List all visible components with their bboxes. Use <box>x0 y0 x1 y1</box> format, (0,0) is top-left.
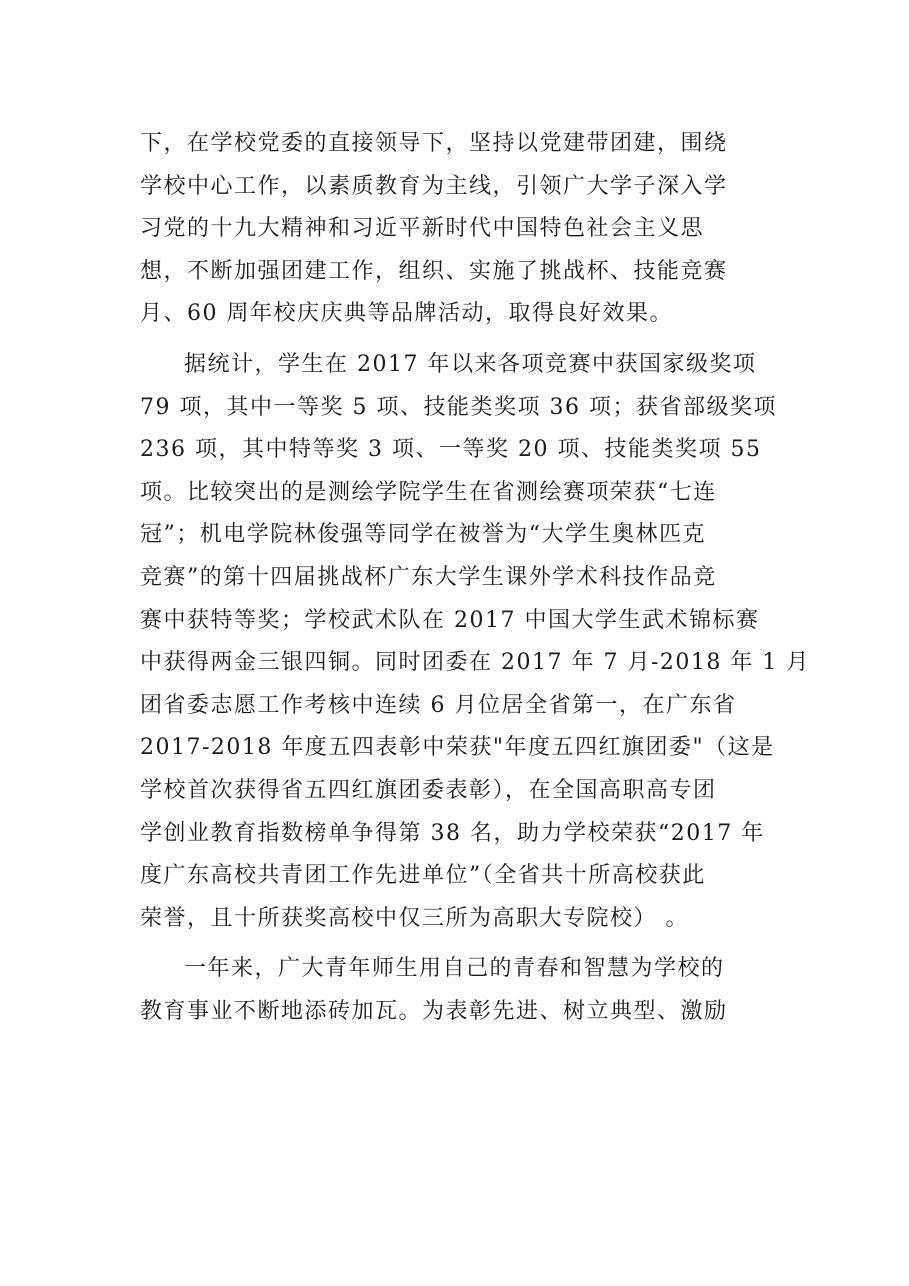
paragraph-spacer <box>140 336 780 344</box>
text-line: 学校首次获得省五四红旗团委表彰），在全国高职高专团 <box>140 777 717 803</box>
paragraph <box>140 948 780 1033</box>
text-line: 冠”；机电学院林俊强等同学在被誉为“大学生奥林匹克 <box>140 522 706 548</box>
text-line: 2017-2018 年度五四表彰中荣获"年度五四红旗团委"（这是 <box>140 735 775 761</box>
text-line: 下，在学校党委的直接领导下，坚持以党建带团建，围绕 <box>140 131 728 156</box>
text-line: 据统计，学生在 2017 年以来各项竞赛中获国家级奖项 <box>184 351 757 377</box>
text-line: 项。比较突出的是测绘学院学生在省测绘赛项荣获“七连 <box>140 479 717 505</box>
text-line: 赛中获特等奖；学校武术队在 2017 中国大学生武术锦标赛 <box>140 607 760 633</box>
paragraph <box>140 344 810 940</box>
text-line: 想，不断加强团建工作，组织、实施了挑战杯、技能竞赛 <box>140 258 728 284</box>
text-line: 教育事业不断地添砖加瓦。为表彰先进、树立典型、激励 <box>140 998 728 1024</box>
text-line: 一年来，广大青年师生用自己的青春和智慧为学校的 <box>184 956 725 982</box>
text-line: 学创业教育指数榜单争得第 38 名，助力学校荣获“2017 年 <box>140 820 765 846</box>
document-body <box>140 123 810 1033</box>
paragraph <box>140 123 780 336</box>
text-line: 79 项，其中一等奖 5 项、技能类奖项 36 项；获省部级奖项 <box>140 394 777 420</box>
text-line: 度广东高校共青团工作先进单位”（全省共十所高校获此 <box>140 863 706 889</box>
text-line: 中获得两金三银四铜。同时团委在 2017 年 7 月-2018 年 1 月 <box>140 650 810 676</box>
text-line: 团省委志愿工作考核中连续 6 月位居全省第一，在广东省 <box>140 692 737 718</box>
text-line: 学校中心工作，以素质教育为主线，引领广大学子深入学 <box>140 173 728 199</box>
text-line: 荣誉，且十所获奖高校中仅三所为高职大专院校） 。 <box>140 905 689 931</box>
text-line: 竞赛”的第十四届挑战杯广东大学生课外学术科技作品竞 <box>140 564 717 590</box>
text-line: 月、60 周年校庆庆典等品牌活动，取得良好效果。 <box>140 301 673 327</box>
paragraph-spacer <box>140 940 780 948</box>
text-line: 236 项，其中特等奖 3 项、一等奖 20 项、技能类奖项 55 <box>140 437 762 463</box>
text-line: 习党的十九大精神和习近平新时代中国特色社会主义思 <box>140 216 705 242</box>
